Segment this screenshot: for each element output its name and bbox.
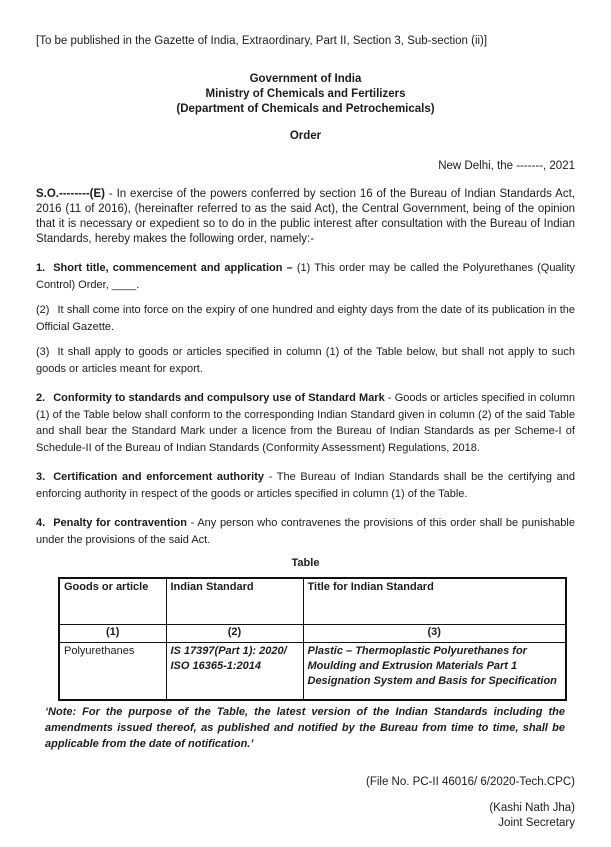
file-number: (File No. PC-II 46016/ 6/2020-Tech.CPC) (365, 776, 575, 788)
clause-3-heading: Certification and enforcement authority (53, 471, 264, 483)
ministry-line: Ministry of Chemicals and Fertilizers (205, 88, 406, 100)
clause-3-body: - The Bureau of Indian Standards shall be the certifying and enforcing authority in respect of the goods or articles specified in column (1) of the Table. (36, 471, 575, 500)
subclause-3-body: It shall apply to goods or articles specified in column (1) of the Table below, but shall not apply to such goods or articles meant for export. (36, 346, 575, 375)
header-indian-standard: Indian Standard (166, 578, 303, 624)
clause-4-number: 4. (36, 517, 46, 529)
column-number-1: (1) (59, 624, 166, 642)
table-note: ‘Note: For the purpose of the Table, the latest version of the Indian Standards including the amendments issued thereof, as published and notified by the Bureau from time to time, shall be applicable from the date of notification.’ (45, 706, 565, 750)
so-number: S.O.--------(E) (36, 188, 105, 200)
subclause-2-number: (2) (36, 304, 50, 316)
clause-2-body: - Goods or articles specified in column (1) of the Table below shall conform to the corresponding Indian Standard given in column (2) of the said Table and shall bear the Standard Mark under a licence from the Bureau of Indian Standards as per Scheme-I of Schedule-II of the Bureau of Indian Standards (Conformity Assessment) Regulations, 2018. (36, 392, 575, 454)
dateline: New Delhi, the -------, 2021 (438, 160, 575, 172)
clause-1-heading: Short title, commencement and application – (53, 262, 297, 274)
table-row (59, 642, 566, 700)
clause-4-body: - Any person who contravenes the provisions of this order shall be punishable under the provisions of the said Act. (36, 517, 575, 546)
signatory-name: (Kashi Nath Jha) (489, 802, 575, 814)
standards-table (58, 577, 567, 701)
column-number-2: (2) (166, 624, 303, 642)
so-body: - In exercise of the powers conferred by section 16 of the Bureau of Indian Standards Act, 2016 (11 of 2016), (hereinafter referred to as the said Act), the Central Government, being of the opinion that it is necessary or expedient so to do in the public interest after consultation with the Bureau of Indian Standards, hereby makes the following order, namely:- (36, 188, 575, 245)
table-column-number-row (59, 624, 566, 642)
so-notification-paragraph (36, 187, 575, 247)
clause-1-sub-3 (36, 344, 575, 377)
order-heading: Order (289, 130, 322, 142)
clause-2-number: 2. (36, 392, 46, 404)
clause-4-penalty (36, 515, 575, 548)
cell-indian-standard: IS 17397(Part 1): 2020/ ISO 16365-1:2014 (166, 642, 303, 700)
clause-3-number: 3. (36, 471, 46, 483)
clause-1-short-title (36, 260, 575, 293)
clause-4-heading: Penalty for contravention (53, 517, 187, 529)
header-goods-or-article: Goods or article (59, 578, 166, 624)
clause-1-body: (1) This order may be called the Polyurethanes (Quality Control) Order, ____. (36, 262, 575, 291)
table-caption: Table (291, 557, 320, 569)
header-title-for-indian-standard: Title for Indian Standard (303, 578, 566, 624)
cell-goods-or-article: Polyurethanes (59, 642, 166, 700)
cell-standard-title: Plastic – Thermoplastic Polyurethanes for Moulding and Extrusion Materials Part 1 Designation System and Basis for Specification (303, 642, 566, 700)
government-line: Government of India (249, 73, 362, 85)
table-header-row (59, 578, 566, 624)
gazette-publication-line: [To be published in the Gazette of India, Extraordinary, Part II, Section 3, Sub-section (ii)] (36, 35, 488, 47)
clause-1-number: 1. (36, 262, 46, 274)
clause-2-heading: Conformity to standards and compulsory use of Standard Mark (53, 392, 385, 404)
clause-2-conformity (36, 390, 575, 456)
clause-3-certification (36, 469, 575, 502)
document-header (36, 72, 575, 117)
subclause-2-body: It shall come into force on the expiry of one hundred and eighty days from the date of its publication in the Official Gazette. (36, 304, 575, 333)
column-number-3: (3) (303, 624, 566, 642)
signature-block (36, 801, 575, 831)
subclause-3-number: (3) (36, 346, 50, 358)
clause-1-sub-2 (36, 302, 575, 335)
department-line: (Department of Chemicals and Petrochemicals) (176, 103, 435, 115)
signatory-title: Joint Secretary (498, 817, 575, 829)
